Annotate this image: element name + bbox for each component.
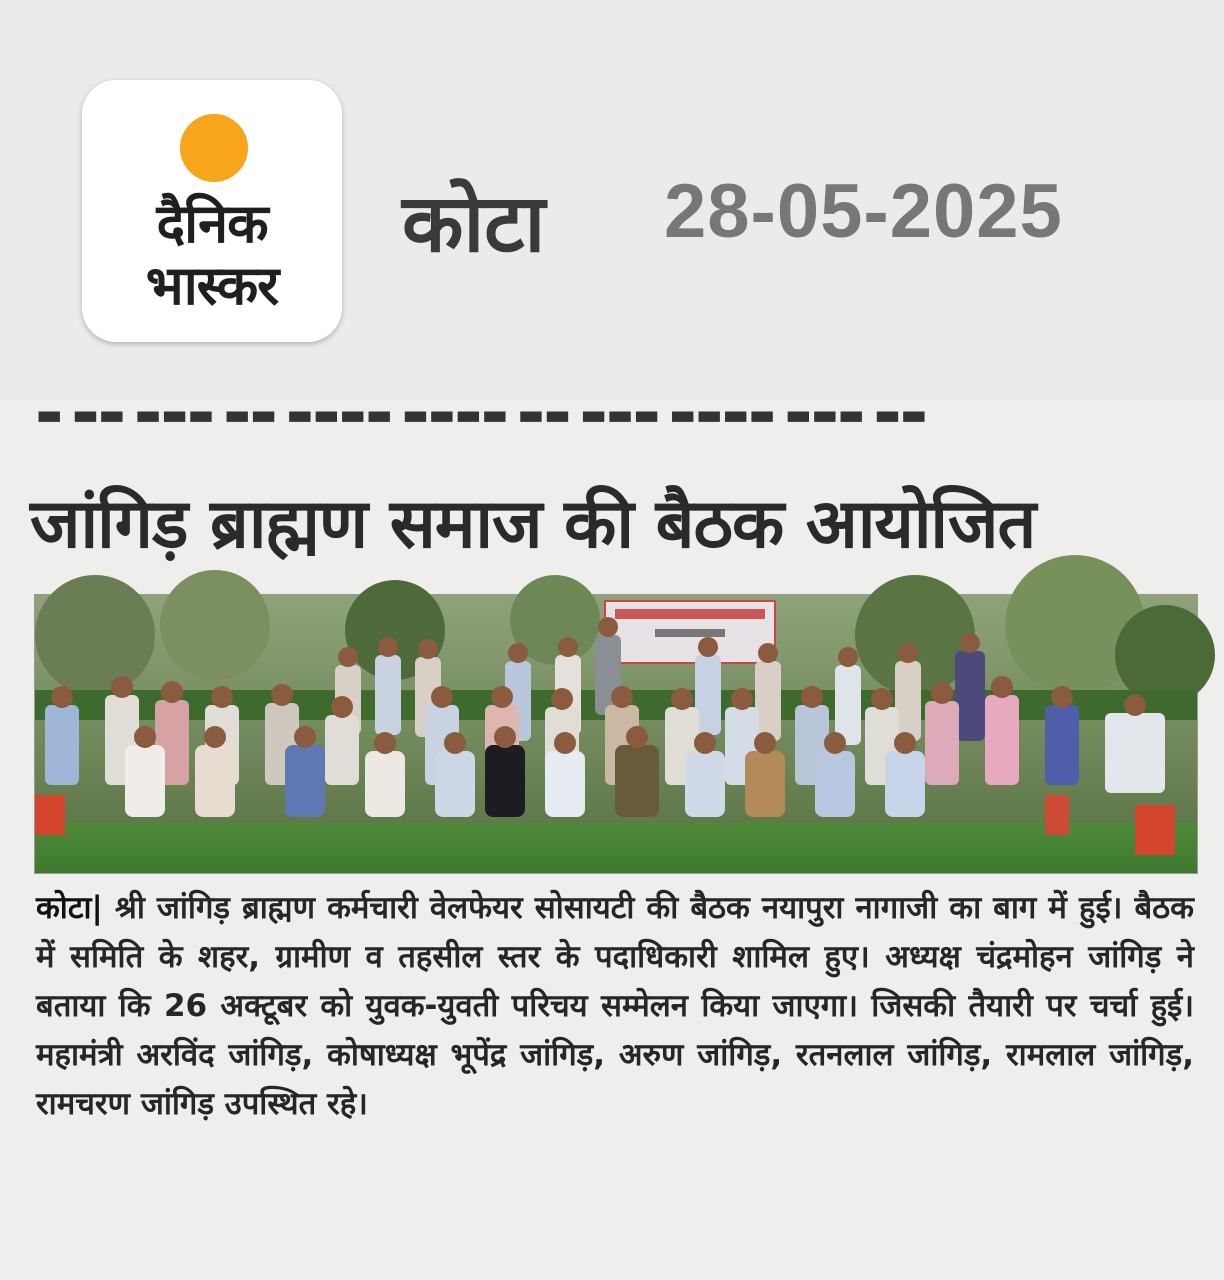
logo-line2: भास्कर xyxy=(145,254,279,317)
cut-off-text: ▬ ▬▬ ▬▬▬ ▬▬ ▬▬▬▬ ▬▬▬▬ ▬▬ ▬▬▬ ▬▬▬▬ ▬▬▬ ▬▬ xyxy=(36,398,928,431)
group-photo xyxy=(34,594,1198,874)
date-label: 28-05-2025 xyxy=(664,169,1063,254)
article-body-text: श्री जांगिड़ ब्राह्मण कर्मचारी वेलफेयर सोसायटी की बैठक नयापुरा नागाजी का बाग में हुई। बैठक में समिति के शहर, ग्रामीण व तहसील स्तर के पदाधिकारी शामिल हुए। अध्यक्ष चंद्रमोहन जांगिड़ ने बताया कि 26 अक्टूबर को युवक-युवती परिचय सम्मेलन किया जाएगा। जिसकी तैयारी पर चर्चा हुई। महामंत्री अरविंद जांगिड़, कोषाध्यक्ष भूपेंद्र जांगिड़, अरुण जांगिड़, रतनलाल जांगिड़, रामलाल जांगिड़, रामचरण जांगिड़ उपस्थित रहे। xyxy=(36,890,1194,1122)
header xyxy=(0,0,1224,380)
dainik-bhaskar-logo xyxy=(82,80,342,342)
logo-line1: दैनिक xyxy=(156,192,268,255)
dateline: कोटा| xyxy=(36,890,103,926)
article-body xyxy=(36,884,1194,1129)
article-headline: जांगिड़ ब्राह्मण समाज की बैठक आयोजित xyxy=(30,485,1036,564)
city-label: कोटा xyxy=(402,177,546,270)
sun-icon xyxy=(180,114,248,182)
